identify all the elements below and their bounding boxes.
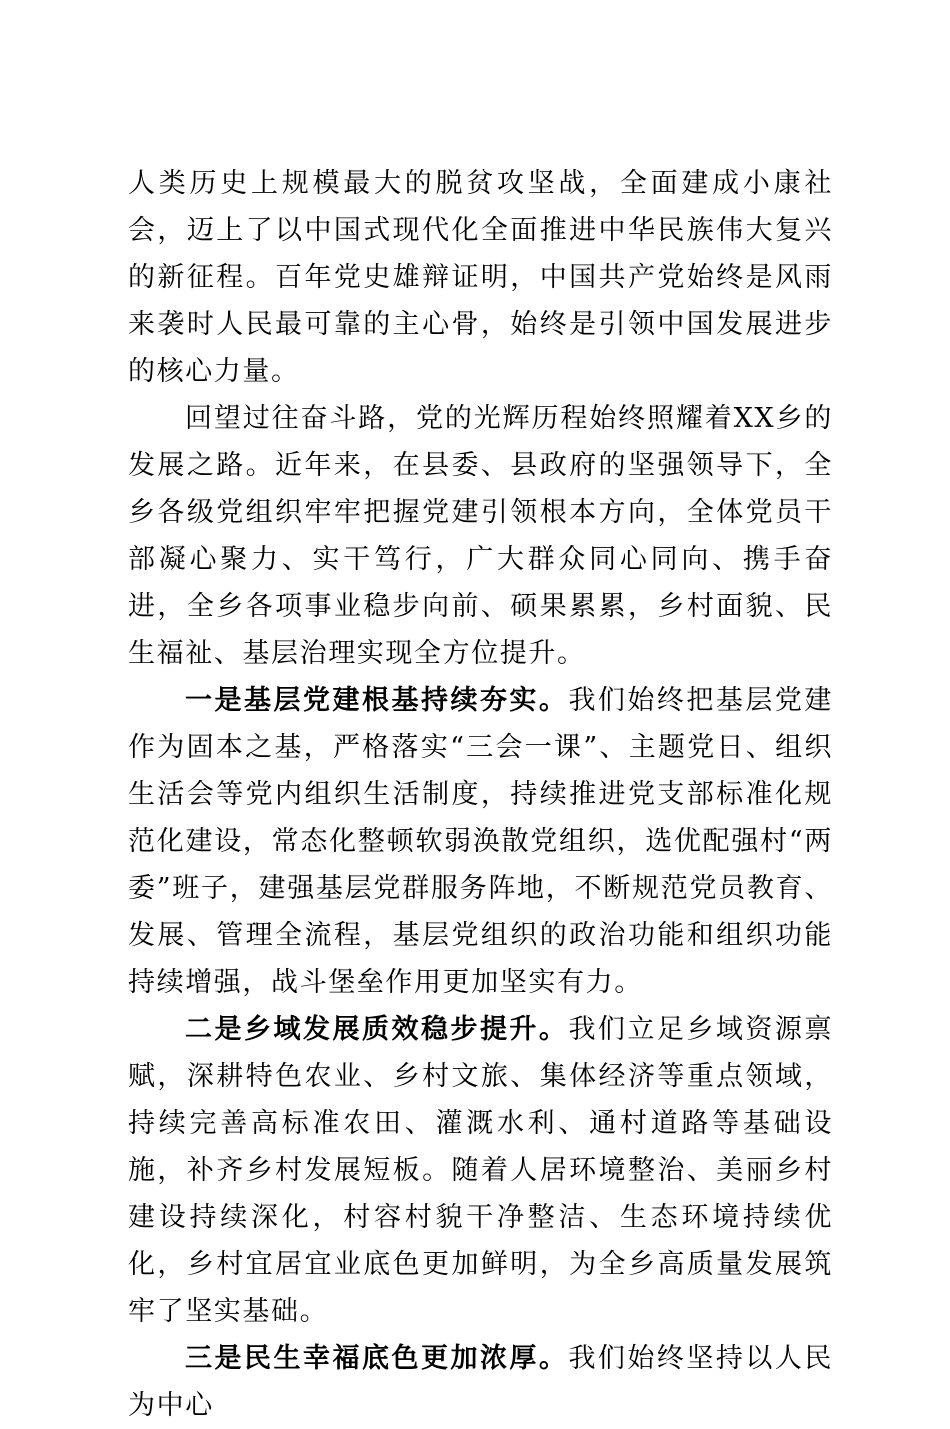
paragraph-1 <box>128 160 833 395</box>
paragraph-3 <box>128 677 833 1006</box>
paragraph-text: 我们始终把基层党建作为固本之基，严格落实“三会一课”、主题党日、组织生活会等党内组织生活制度，持续推进党支部标准化规范化建设，常态化整顿软弱涣散党组织，选优配强村“两委”班子，建强基层党群服务阵地，不断规范党员教育、发展、管理全流程，基层党组织的政治功能和组织功能持续增强，战斗堡垒作用更加坚实有力。 <box>128 685 833 998</box>
paragraph-text: 我们立足乡域资源禀赋，深耕特色农业、乡村文旅、集体经济等重点领域，持续完善高标准农田、灌溉水利、通村道路等基础设施，补齐乡村发展短板。随着人居环境整治、美丽乡村建设持续深化，村容村貌干净整洁、生态环境持续优化，乡村宜居宜业底色更加鲜明，为全乡高质量发展筑牢了坚实基础。 <box>128 1014 833 1327</box>
paragraph-lead-heading: 三是民生幸福底色更加浓厚。 <box>185 1343 569 1374</box>
paragraph-4 <box>128 1006 833 1335</box>
paragraph-lead-heading: 二是乡域发展质效稳步提升。 <box>185 1014 569 1045</box>
paragraph-text: 人类历史上规模最大的脱贫攻坚战，全面建成小康社会，迈上了以中国式现代化全面推进中华民族伟大复兴的新征程。百年党史雄辩证明，中国共产党始终是风雨来袭时人民最可靠的主心骨，始终是引领中国发展进步的核心力量。 <box>128 168 833 387</box>
paragraph-2 <box>128 395 833 677</box>
paragraph-text: 回望过往奋斗路，党的光辉历程始终照耀着XX乡的发展之路。近年来，在县委、县政府的坚强领导下，全乡各级党组织牢牢把握党建引领根本方向，全体党员干部凝心聚力、实干笃行，广大群众同心同向、携手奋进，全乡各项事业稳步向前、硕果累累，乡村面貌、民生福祉、基层治理实现全方位提升。 <box>128 403 833 669</box>
document-body <box>128 160 833 1429</box>
paragraph-text: 我们始终坚持以人民为中心 <box>128 1343 833 1421</box>
paragraph-lead-heading: 一是基层党建根基持续夯实。 <box>185 685 569 716</box>
paragraph-5 <box>128 1335 833 1429</box>
